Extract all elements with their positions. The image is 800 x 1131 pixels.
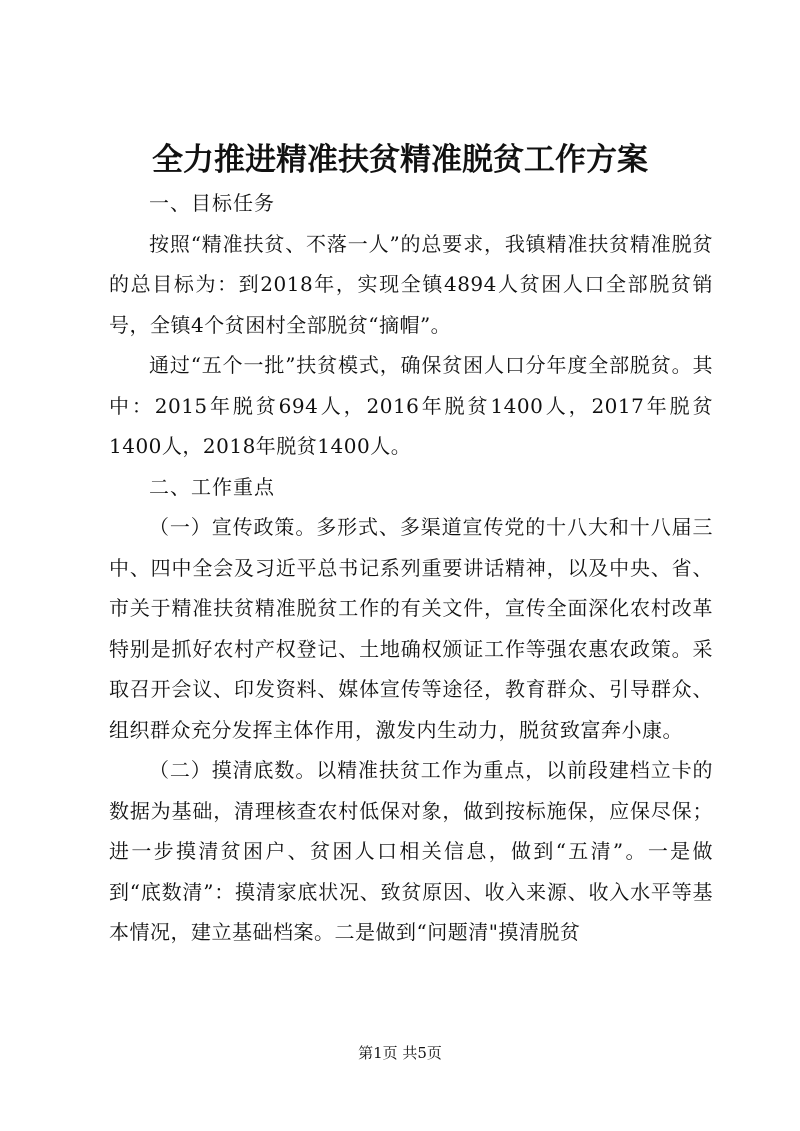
- paragraph-overall-goal: 按照“精准扶贫、不落一人”的总要求，我镇精准扶贫精准脱贫的总目标为：到2018年，实现全镇4894人贫困人口全部脱贫销号，全镇4个贫困村全部脱贫“摘帽”。: [109, 231, 713, 337]
- document-title: 全力推进精准扶贫精准脱贫工作方案: [152, 142, 648, 178]
- section-heading-goals: 一、目标任务: [149, 191, 275, 215]
- paragraph-check-baseline: （二）摸清底数。以精准扶贫工作为重点，以前段建档立卡的数据为基础，清理核查农村低保对象，做到按标施保，应保尽保；进一步摸清贫困户、贫困人口相关信息，做到“五清”。一是做到“底数清”：摸清家底状况、致贫原因、收入来源、收入水平等基本情况，建立基础档案。二是做到“问题清"摸清脱贫: [109, 758, 713, 944]
- document-body: [109, 183, 713, 953]
- paragraph-yearly-targets: 通过“五个一批”扶贫模式，确保贫困人口分年度全部脱贫。其中：2015年脱贫694人，2016年脱贫1400人，2017年脱贫1400人，2018年脱贫1400人。: [109, 353, 713, 458]
- section-heading-key-work: 二、工作重点: [149, 474, 275, 499]
- page-number-footer: 第1页 共5页: [358, 1044, 442, 1062]
- paragraph-publicize-policy: （一）宣传政策。多形式、多渠道宣传党的十八大和十八届三中、四中全会及习近平总书记系列重要讲话精神，以及中央、省、市关于精准扶贫精准脱贫工作的有关文件，宣传全面深化农村改革特别是抓好农村产权登记、土地确权颁证工作等强农惠农政策。采取召开会议、印发资料、媒体宣传等途径，教育群众、引导群众、组织群众充分发挥主体作用，激发内生动力，脱贫致富奔小康。: [109, 515, 713, 742]
